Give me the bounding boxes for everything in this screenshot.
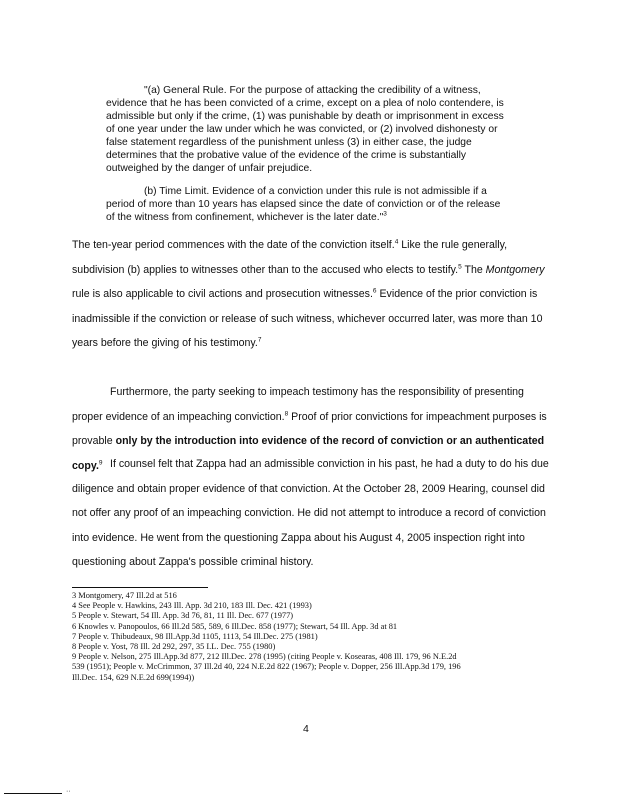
footnote-ref-5[interactable]: 5	[458, 262, 462, 270]
footnote: 4 See People v. Hawkins, 243 Ill. App. 3d 210, 183 Ill. Dec. 421 (1993)	[72, 601, 312, 611]
quote-line: outweighed by the danger of unfair prejudice.	[106, 163, 313, 174]
quote-line: "(a) General Rule. For the purpose of attacking the credibility of a witness,	[144, 85, 481, 96]
quoted-rule-b	[106, 185, 544, 224]
footnotes	[72, 591, 542, 683]
footnote-ref-9[interactable]: 9	[98, 458, 103, 466]
footnote: 7 People v. Thibudeaux, 98 Ill.App.3d 1105, 1113, 54 Ill.Dec. 275 (1981)	[72, 631, 318, 641]
paragraph-ten-year-period: The ten-year period commences with the date of the conviction itself.$^4$ Like the rule generally, subdivision (b) applies to witnesses other than to the accused who elects to testify.$^5$ The Montgomery rule is also applicable to civil actions and prosecution witnesses.$^6$ Evidence of the prior conviction is inadmissible if the conviction or release of such witness, whichever occurred later, was more than 10 years before the giving of his testimony.$^7$	[72, 238, 545, 349]
footnote: 539 (1951); People v. McCrimmon, 37 Ill.2d 40, 224 N.E.2d 822 (1967); People v. Dopper, 256 Ill.App.3d 179, 196	[72, 662, 461, 672]
footnote-separator	[72, 587, 208, 588]
quote-line: false statement regardless of the punishment unless (3) in either case, the judge	[106, 137, 472, 148]
quote-line: (b) Time Limit. Evidence of a conviction under this rule is not admissible if a	[144, 186, 487, 197]
footnote-ref-6[interactable]: 6	[372, 287, 377, 295]
footnote-ref-4[interactable]: 4	[394, 238, 399, 246]
quote-line: of the witness from confinement, whichever is the later date."$^3$	[106, 210, 387, 223]
bottom-rule	[4, 793, 62, 794]
quote-line: determines that the probative value of the evidence of the crime is substantially	[106, 150, 467, 161]
quote-line: admissible but only if the crime, (1) was punishable by death or imprisonment in excess	[106, 111, 504, 122]
emphasis-text: only by the introduction into evidence of the record of conviction or an authenticated copy.	[72, 435, 545, 472]
footnote-ref-3[interactable]: 3	[383, 210, 387, 218]
paragraph-impeachment-evidence: Furthermore, the party seeking to impeach testimony has the responsibility of presenting proper evidence of an impeaching conviction.$^8$ Proof of prior convictions for impeachment purposes is provable only by the introduction into evidence of the record of conviction or an authenticated copy.$^9$	[72, 386, 547, 472]
quoted-rule-a	[106, 84, 544, 175]
footnote: 9 People v. Nelson, 275 Ill.App.3d 877, 212 Ill.Dec. 278 (1995) (citing People v. Kosearas, 408 Ill. 179, 96 N.E.2d	[72, 652, 457, 662]
footnote-ref-8[interactable]: 8	[284, 409, 289, 417]
quote-line: of one year under the law under which he was convicted, or (2) involved dishonesty or	[106, 124, 498, 135]
case-name: Montgomery	[485, 263, 545, 276]
bottom-mark: ··	[66, 788, 71, 795]
footnote: 5 People v. Stewart, 54 Ill. App. 3d 76, 81, 11 Ill. Dec. 677 (1977)	[72, 611, 294, 621]
footnote: 6 Knowles v. Panopoulos, 66 Ill.2d 585, 589, 6 Ill.Dec. 858 (1977); Stewart, 54 Ill. App. 3d at 81	[72, 621, 398, 631]
footnote-ref-7[interactable]: 7	[257, 336, 262, 344]
footnote: 8 People v. Yost, 78 Ill. 2d 292, 297, 35 I.L. Dec. 755 (1980)	[72, 642, 276, 652]
footnote: 3 Montgomery, 47 Ill.2d at 516	[72, 591, 177, 600]
quote-line: evidence that he has been convicted of a crime, except on a plea of nolo contendere, is	[106, 98, 504, 109]
quote-line: period of more than 10 years has elapsed since the date of conviction or of the release	[106, 199, 501, 210]
paragraph-counsel-duty: If counsel felt that Zappa had an admissible conviction in his past, he had a duty to do his due diligence and obtain proper evidence of that conviction. At the October 28, 2009 Hearing, counsel did not offer any proof of an impeaching conviction. He did not attempt to introduce a record of conviction into evidence. He went from the questioning Zappa about his August 4, 2005 inspection right into questioning about Zappa's possible criminal history.	[72, 458, 549, 568]
footnote: Ill.Dec. 154, 629 N.E.2d 699(1994))	[72, 672, 195, 682]
page-number: 4	[303, 723, 309, 735]
